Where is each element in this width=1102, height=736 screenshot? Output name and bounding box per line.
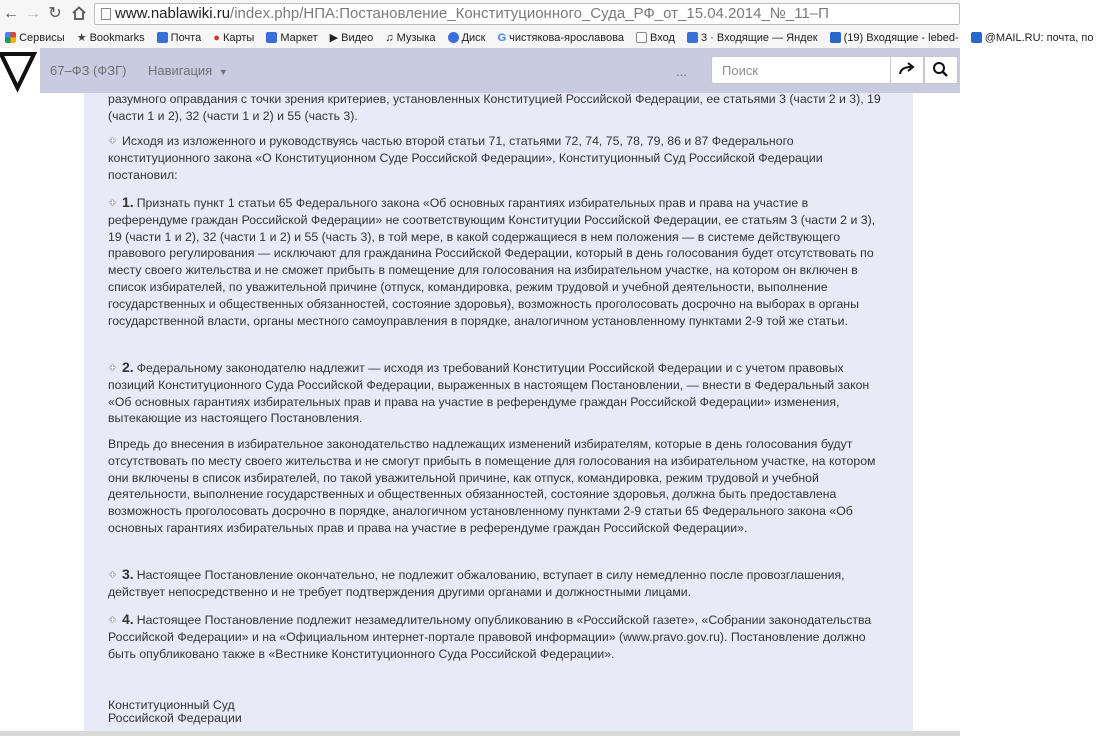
home-icon[interactable] bbox=[70, 5, 88, 23]
article-content bbox=[84, 93, 913, 736]
page-margin-left bbox=[0, 93, 84, 736]
bookmark-google[interactable] bbox=[498, 28, 624, 48]
bookmark-maps[interactable] bbox=[213, 28, 254, 48]
edit-section-icon[interactable] bbox=[108, 198, 117, 207]
bookmark-music[interactable] bbox=[385, 28, 435, 48]
page-icon bbox=[101, 8, 111, 20]
bookmark-label: Вход bbox=[650, 32, 675, 44]
mail-ru-icon bbox=[971, 32, 982, 43]
search-button[interactable] bbox=[924, 56, 958, 84]
clause-number: 4. bbox=[122, 611, 134, 627]
paragraph: разумного оправдания с точки зрения критериев, установленных Конституцией Российской Федерации, ее статьями 3 (части 2 и 3), 19 (части 1 и 2), 32 (части 1 и 2) и 55 (часть 3). bbox=[108, 92, 881, 123]
page-bottom-edge bbox=[0, 731, 960, 736]
edit-section-icon[interactable] bbox=[108, 363, 117, 372]
browser-toolbar bbox=[0, 0, 960, 29]
page-margin-right bbox=[913, 93, 960, 736]
arrow-forward-icon bbox=[891, 57, 923, 83]
navigation-label: Навигация bbox=[148, 63, 213, 78]
google-icon: G bbox=[497, 32, 507, 44]
bookmark-services[interactable] bbox=[5, 28, 65, 48]
mail-icon bbox=[157, 32, 168, 43]
bookmark-market[interactable] bbox=[266, 28, 317, 48]
clause-number: 2. bbox=[122, 359, 134, 375]
cart-icon bbox=[266, 32, 277, 43]
signature-line: Конституционный Суд bbox=[108, 698, 235, 712]
edit-section-icon[interactable] bbox=[108, 570, 117, 579]
clause-number: 1. bbox=[122, 194, 134, 210]
site-brand[interactable]: 67–ФЗ (ФЗГ) bbox=[50, 63, 127, 78]
bookmark-label: Почта bbox=[170, 32, 202, 44]
site-logo[interactable] bbox=[0, 48, 40, 93]
star-icon: ★ bbox=[76, 32, 87, 44]
reload-icon[interactable]: ↻ bbox=[48, 5, 62, 22]
signature bbox=[108, 699, 242, 725]
map-pin-icon: ● bbox=[213, 32, 220, 44]
bookmark-mailru[interactable] bbox=[971, 28, 1094, 48]
more-menu[interactable]: ... bbox=[676, 64, 687, 79]
bookmark-label: Маркет bbox=[280, 32, 318, 44]
paragraph-clause-3: 3. Настоящее Постановление окончательно, не подлежит обжалованию, вступает в силу немедленно после провозглашения, действует непосредственно и не требует подтверждения другими органами и должностными лицами. bbox=[108, 566, 845, 599]
search-input[interactable] bbox=[711, 56, 891, 84]
bookmark-bookmarks[interactable] bbox=[77, 28, 145, 48]
search-icon bbox=[925, 57, 957, 83]
apps-grid-icon bbox=[5, 32, 16, 43]
forward-icon[interactable]: → bbox=[25, 5, 41, 22]
bookmark-yandex-inbox[interactable] bbox=[687, 28, 818, 48]
bookmarks-bar bbox=[0, 28, 1094, 49]
yandex-mail-icon bbox=[687, 32, 698, 43]
caret-down-icon: ▼ bbox=[218, 67, 228, 77]
bookmark-label: Диск bbox=[461, 32, 486, 44]
paragraph: Исходя из изложенного и руководствуясь частью второй статьи 71, статьями 72, 74, 75, 78, 79, 86 и 87 Федерального конституционного закона «О Конституционном Суде Российской Федерации», Конституционный Суд Российской Федерации постановил: bbox=[108, 134, 823, 182]
paragraph-clause-2: 2. Федеральному законодателю надлежит — исходя из требований Конституции Российской Федерации и с учетом правовых позиций Конституционного Суда Российской Федерации, выраженных в настоящем Постановлении, — внести в Федеральный закон «Об основных гарантиях избирательных прав и права на участие в референдуме граждан Российской Федерации» изменения, вытекающие из настоящего Постановления. bbox=[108, 359, 870, 426]
page-icon bbox=[636, 32, 647, 43]
signature-line: Российской Федерации bbox=[108, 711, 242, 725]
paragraph-clause-1: 1. Признать пункт 1 статьи 65 Федерального закона «Об основных гарантиях избирательных прав и права на участие в референдуме граждан Российской Федерации» не соответствующим Конституции Российской Федерации, ее статьям 3 (части 2 и 3), 19 (части 1 и 2), 32 (части 1 и 2) и 55 (часть 3), в той мере, в какой содержащиеся в нем положения — в системе действующего правового регулирования — исключают для гражданина Российской Федерации, который в день голосования будет отсутствовать по месту своего жительства и не сможет прибыть в помещение для голосования на избирательном участке, на котором он включен в список избирателей, по уважительной причине (отпуск, командировка, режим трудовой и учебной деятельности, выполнение государственных и общественных обязанностей, состояние здоровья), возможность проголосовать досрочно на выборах в органы государственной власти, органы местного самоуправления в порядке, аналогичном установленному пунктами 2-9 той же статьи. bbox=[108, 194, 876, 328]
bookmark-label: Сервисы bbox=[19, 32, 65, 44]
bookmark-video[interactable] bbox=[330, 28, 374, 48]
site-navbar bbox=[0, 48, 960, 93]
logo-icon bbox=[0, 48, 40, 93]
bookmark-label: @MAIL.RU: почта, по bbox=[984, 32, 1094, 44]
paragraph: Впредь до внесения в избирательное законодательство надлежащих изменений избирателям, которые в день голосования будут отсутствовать по месту своего жительства и не смогут прибыть в помещение для голосования на избирательном участке, на котором они включены в список избирателей, по такой уважительной причине, как отпуск, командировка, режим трудовой и учебной деятельности, выполнение государственных и общественных обязанностей, состояние здоровья, должна быть предоставлена возможность проголосовать досрочно в порядке, аналогичном установленному пунктами 2-9 статьи 65 Федерального закона «Об основных гарантиях избирательных прав и права на участие в референдуме граждан Российской Федерации». bbox=[108, 437, 876, 535]
bookmark-mail[interactable] bbox=[157, 28, 202, 48]
edit-section-icon[interactable] bbox=[108, 136, 117, 145]
bookmark-label: Карты bbox=[222, 32, 255, 44]
bookmark-label: Музыка bbox=[396, 32, 436, 44]
url-domain: www.nablawiki.ru bbox=[115, 5, 231, 22]
music-icon: ♫ bbox=[385, 32, 394, 44]
bookmark-disk[interactable] bbox=[448, 28, 486, 48]
bookmark-label: чистякова-ярославова bbox=[509, 32, 624, 44]
address-bar[interactable] bbox=[94, 3, 960, 25]
paragraph-clause-4: 4. Настоящее Постановление подлежит незамедлительному опубликованию в «Российской газете», «Собрании законодательства Российской Федерации» и на «Официальном интернет-портале правовой информации» (www.pravo.gov.ru). Постановление должно быть опубликовано также в «Вестнике Конституционного Суда Российской Федерации». bbox=[108, 611, 872, 661]
bookmark-mailru-inbox[interactable] bbox=[830, 28, 959, 48]
bookmark-label: Видео bbox=[341, 32, 374, 44]
navigation-dropdown[interactable] bbox=[148, 48, 228, 93]
bookmark-label: 3 · Входящие — Яндек bbox=[700, 32, 818, 44]
disk-icon bbox=[448, 32, 459, 43]
clause-number: 3. bbox=[122, 566, 134, 582]
go-button[interactable] bbox=[890, 56, 924, 84]
url-path: /index.php/НПА:Постановление_Конституционного_Суда_РФ_от_15.04.2014_№_11–П bbox=[230, 5, 829, 22]
back-icon[interactable]: ← bbox=[3, 5, 19, 22]
mail-ru-icon bbox=[830, 32, 841, 43]
bookmark-label: (19) Входящие - lebed- bbox=[843, 32, 959, 44]
bookmark-label: Bookmarks bbox=[89, 32, 145, 44]
edit-section-icon[interactable] bbox=[108, 615, 117, 624]
video-play-icon: ▶ bbox=[329, 32, 339, 44]
bookmark-login[interactable] bbox=[636, 28, 675, 48]
